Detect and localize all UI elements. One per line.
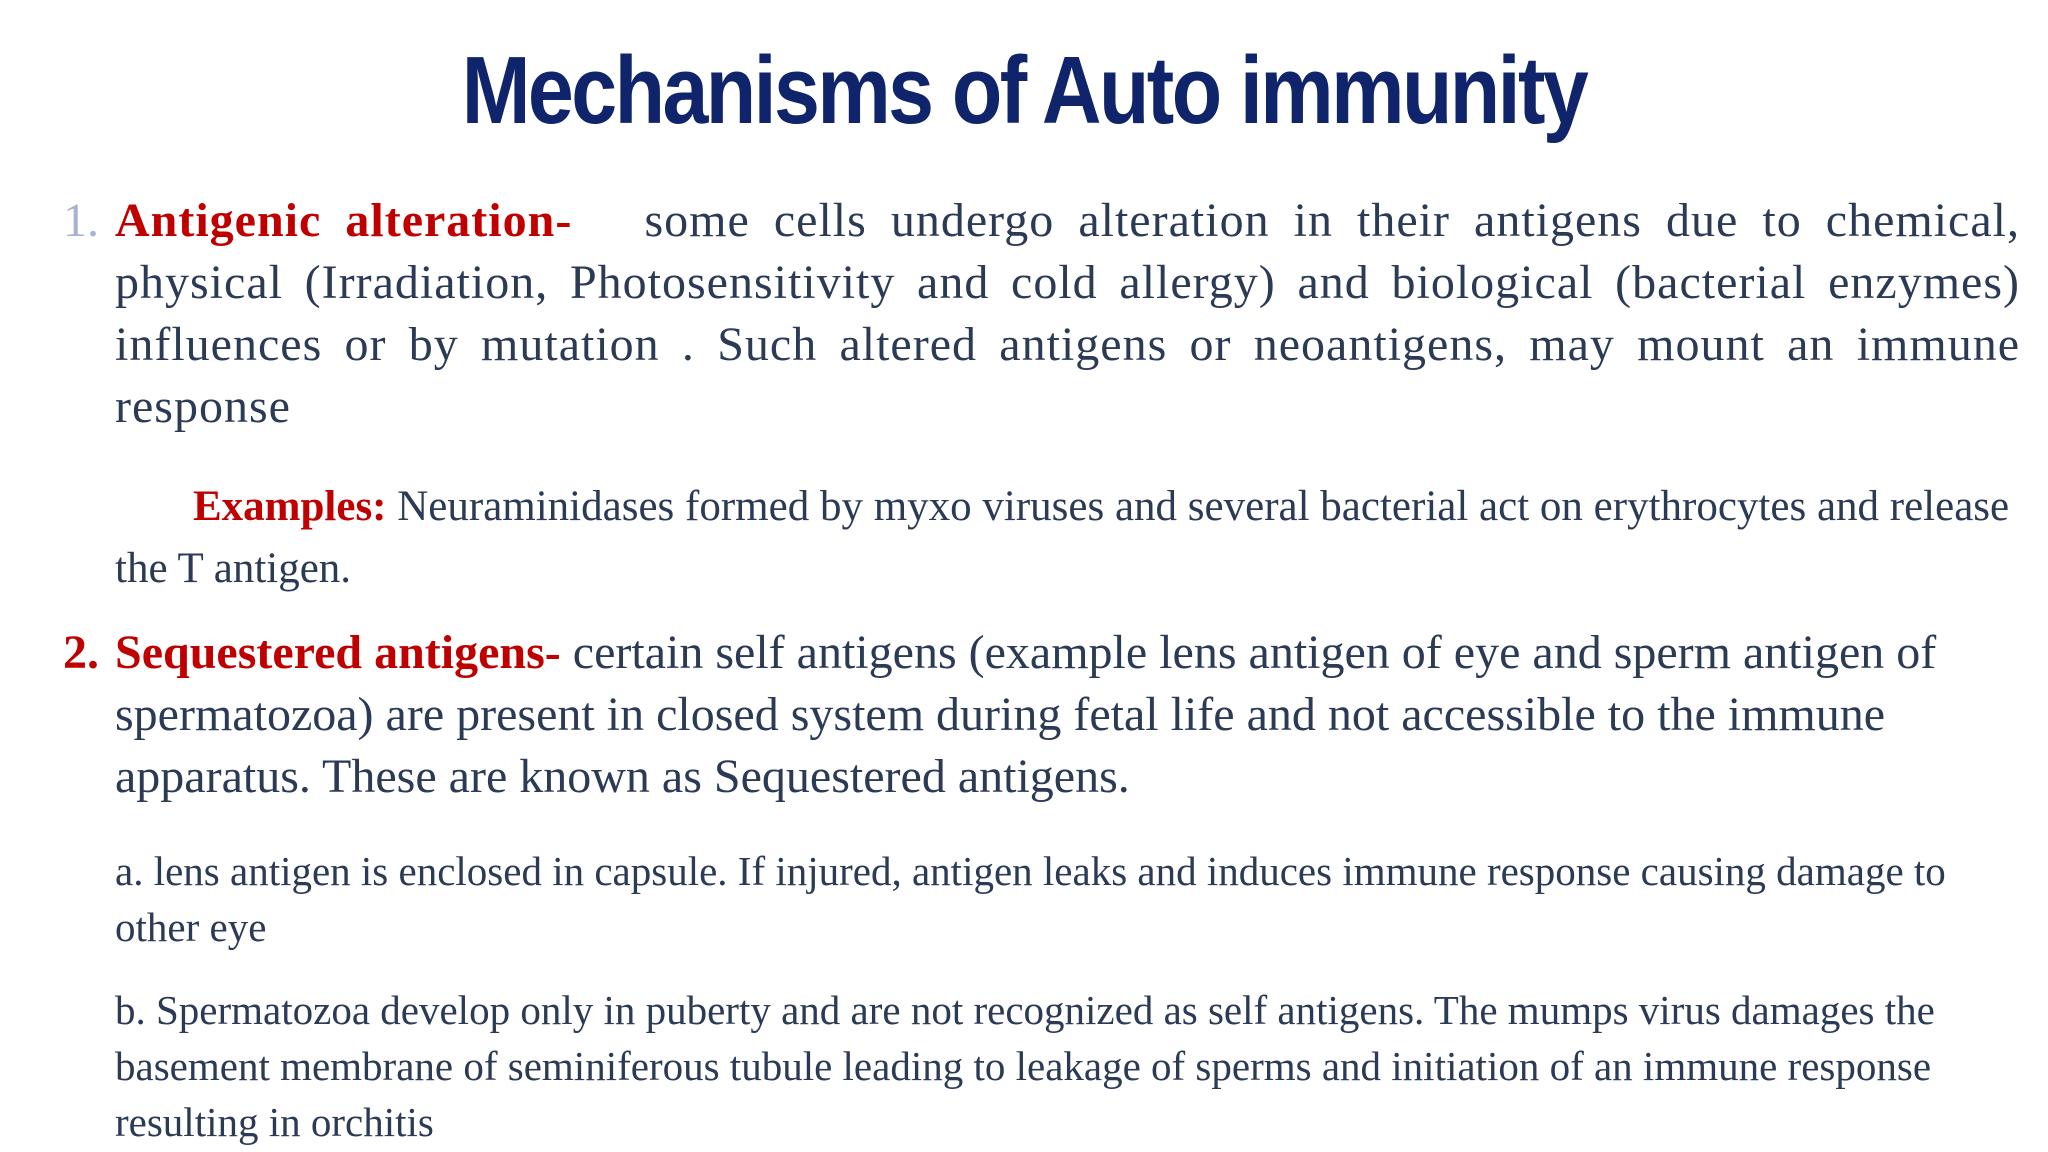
item-1-heading: Antigenic alteration- [115,194,573,247]
item-2-number: 2. [63,626,99,679]
item-1-number: 1. [63,194,99,247]
item-1-examples [115,476,2015,600]
slide-title: Mechanisms of Auto immunity [461,37,1587,144]
item-2-paragraph [115,622,2020,808]
item-2-sub-b: b. Spermatozoa develop only in puberty and are not recognized as self antigens. The mumps virus damages the basement membrane of seminiferous tubule leading to leakage of sperms and initiation of an immune response resulting in orchitis [115,987,1935,1145]
item-2-sub-a: a. lens antigen is enclosed in capsule. If injured, antigen leaks and induces immune response causing damage to other eye [115,848,1946,950]
examples-label: Examples: [193,483,387,530]
examples-text: Neuraminidases formed by myxo viruses and several bacterial act on erythrocytes and release the T antigen. [115,483,2010,592]
item-1-paragraph [115,190,2020,438]
item-2-text: certain self antigens (example lens antigen of eye and sperm antigen of spermatozoa) are present in closed system during fetal life and not accessible to the immune apparatus. These are known as Sequestered antigens. [115,626,1937,803]
item-1-text: some cells undergo alteration in their antigens due to chemical, physical (Irradiation, Photosensitivity and cold allergy) and biological (bacterial enzymes) influences or by mutation . Such altered antigens or neoantigens, may mount an immune response [115,194,2021,433]
item-2-heading: Sequestered antigens- [115,626,561,679]
